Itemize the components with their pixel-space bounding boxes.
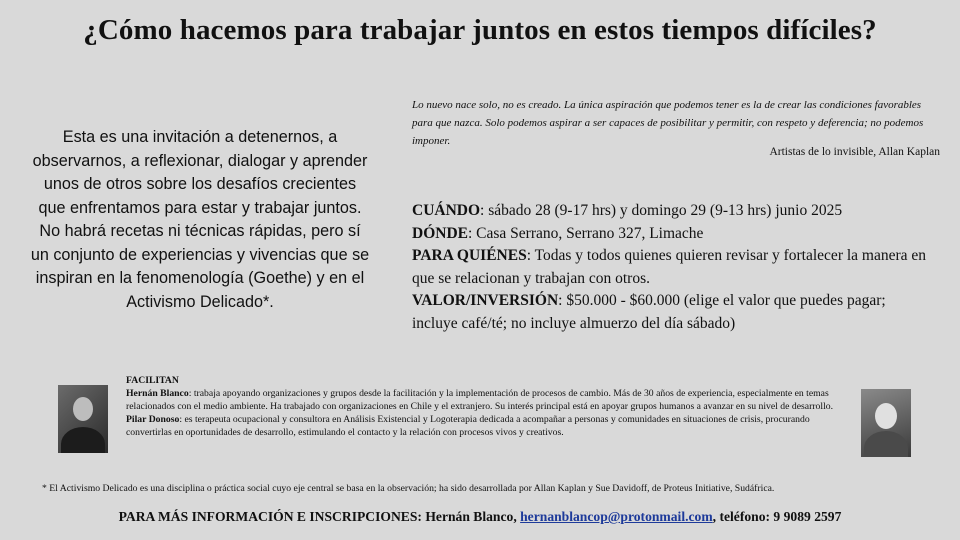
photo-head	[875, 403, 897, 429]
facilitator-description: : es terapeuta ocupacional y consultora en Análisis Existencial y Logoterapia dedicada a acompañar a personas y comunidades en situaciones de crisis, procurando convertirlas en oportunidades de desarrollo, estimulando el contacto y la relación con procesos vivos y creativos.	[126, 413, 810, 438]
quote-text: Lo nuevo nace solo, no es creado. La única aspiración que podemos tener es la de crear las condiciones favorables para que nazca. Solo podemos aspirar a ser capaces de posibilitar y permitir, con respeto y deferencia; no podemos imponer.	[412, 99, 924, 147]
price-value: : $50.000 - $60.000 (elige el valor que puedes pagar; incluye café/té; no incluye almuerzo del día sábado)	[412, 292, 886, 332]
when-value: : sábado 28 (9-17 hrs) y domingo 29 (9-13 hrs) junio 2025	[480, 202, 843, 219]
footnote: * El Activismo Delicado es una disciplina o práctica social cuyo eje central se basa en la observación; ha sido desarrollada por Allan Kaplan y Sue Davidoff, de Proteus Initiative, Sudáfrica.	[42, 483, 775, 494]
photo-shoulders	[864, 431, 908, 457]
where-line	[412, 223, 932, 246]
audience-value: : Todas y todos quienes quieren revisar y fortalecer la manera en que se relacionan y trabajan con otros.	[412, 247, 927, 287]
where-value: : Casa Serrano, Serrano 327, Limache	[467, 224, 704, 242]
when-line	[412, 200, 932, 223]
event-details	[412, 200, 932, 336]
when-label: CUÁNDO	[412, 202, 481, 219]
pilar-photo	[861, 389, 911, 457]
facilitator-bio	[126, 414, 856, 440]
photo-head	[73, 397, 93, 421]
contact-suffix: , teléfono: 9 9089 2597	[712, 509, 842, 524]
quote-author: Artistas de lo invisible, Allan Kaplan	[769, 146, 940, 158]
audience-line	[412, 245, 932, 290]
facilitator-name: Pilar Donoso	[126, 413, 180, 425]
facilitator-description: : trabaja apoyando organizaciones y grupos desde la facilitación y la implementación de procesos de cambio. Más de 30 años de experiencia, especialmente en temas relacionados con el medio ambiente. Ha trabajado con organizaciones en Chile y el extranjero. Su interés principal está en apoyar grupos humanos a avanzar en su nivel de desarrollo.	[126, 387, 834, 412]
contact-prefix: PARA MÁS INFORMACIÓN E INSCRIPCIONES: Hernán Blanco,	[118, 509, 521, 524]
hernan-photo	[58, 385, 108, 453]
price-label: VALOR/INVERSIÓN	[412, 292, 559, 310]
facilitator-bio	[126, 388, 856, 414]
facilitators-section	[126, 375, 856, 440]
intro-paragraph: Esta es una invitación a detenernos, a observarnos, a reflexionar, dialogar y aprender unos de otros sobre los desafíos crecientes que enfrentamos para estar y trabajar juntos. No habrá recetas ni técnicas rápidas, pero sí un conjunto de experiencias y vivencias que se inspiran en la fenomenología (Goethe) y en el Activismo Delicado*.	[30, 128, 370, 311]
photo-shoulders	[61, 427, 105, 453]
price-line	[412, 290, 932, 335]
where-label: DÓNDE	[412, 224, 468, 242]
email-link[interactable]: hernanblancop@protonmail.com	[520, 509, 713, 524]
facilitator-name: Hernán Blanco	[126, 387, 189, 399]
contact-line	[0, 509, 960, 525]
page-title: ¿Cómo hacemos para trabajar juntos en estos tiempos difíciles?	[83, 14, 877, 46]
audience-label: PARA QUIÉNES	[412, 247, 527, 265]
facilitators-header: FACILITAN	[126, 375, 179, 386]
